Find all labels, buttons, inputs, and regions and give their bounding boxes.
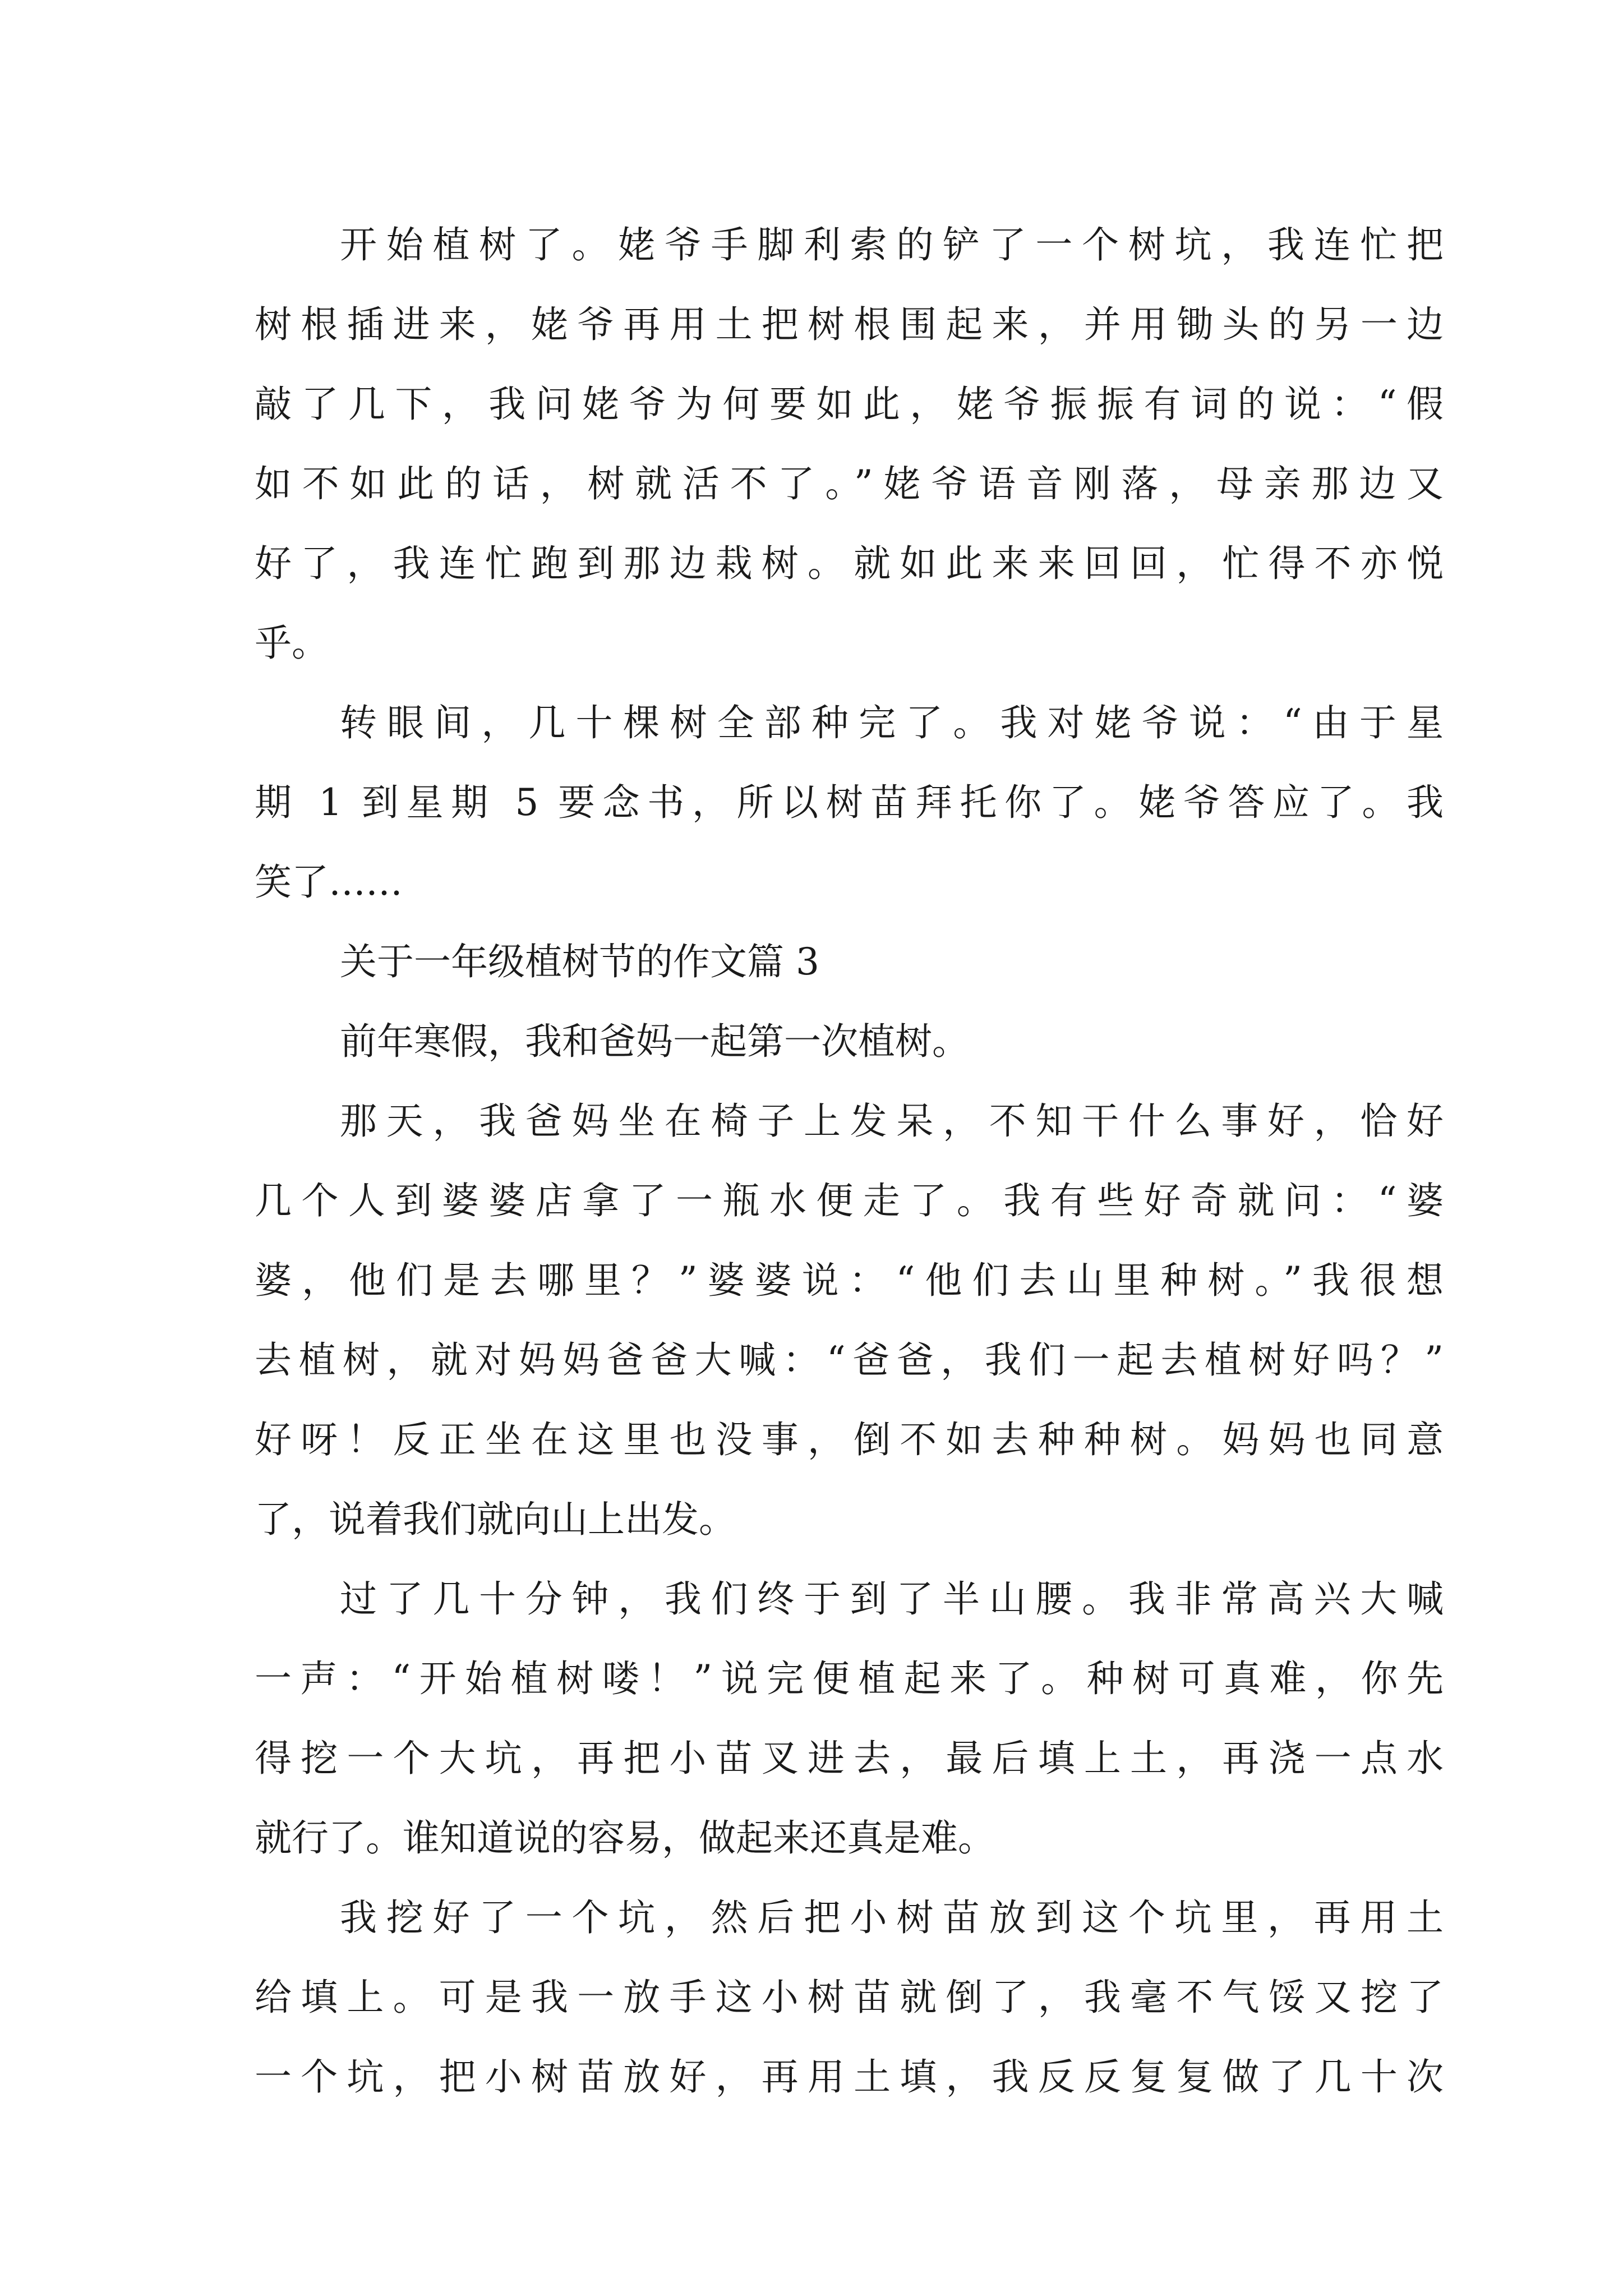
text-line: 了，说着我们就向山上出发。 [255,1498,736,1541]
text-line: 树根插进来，姥爷再用土把树根围起来，并用锄头的另一边 [255,303,1444,346]
text-line: 好了，我连忙跑到那边栽树。就如此来来回回，忙得不亦悦 [255,542,1444,585]
text-line: 去植树，就对妈妈爸爸大喊：“爸爸，我们一起去植树好吗？” [255,1338,1444,1382]
text-line: 笑了…… [255,861,403,904]
text-line: 就行了。谁知道说的容易，做起来还真是难。 [255,1816,995,1860]
text-line: 转眼间，几十棵树全部种完了。我对姥爷说：“由于星 [340,701,1444,744]
text-line: 敲了几下，我问姥爷为何要如此，姥爷振振有词的说：“假 [255,383,1444,426]
text-line: 得挖一个大坑，再把小苗叉进去，最后填上土，再浇一点水 [255,1737,1444,1780]
text-line: 一个坑，把小树苗放好，再用土填，我反反复复做了几十次 [255,2055,1444,2099]
text-line: 我挖好了一个坑，然后把小树苗放到这个坑里，再用土 [340,1896,1444,1939]
text-line: 那天，我爸妈坐在椅子上发呆，不知干什么事好，恰好 [340,1099,1444,1143]
text-line: 婆，他们是去哪里？”婆婆说：“他们去山里种树。”我很想 [255,1259,1444,1302]
text-line: 前年寒假，我和爸妈一起第一次植树。 [340,1020,969,1063]
text-line: 好呀！反正坐在这里也没事，倒不如去种种树。妈妈也同意 [255,1418,1444,1461]
text-line: 一声：“开始植树喽！”说完便植起来了。种树可真难，你先 [255,1657,1444,1700]
text-line: 过了几十分钟，我们终于到了半山腰。我非常高兴大喊 [340,1577,1444,1621]
text-line: 期 1 到星期 5 要念书，所以树苗拜托你了。姥爷答应了。我 [255,781,1444,824]
text-line: 开始植树了。姥爷手脚利索的铲了一个树坑，我连忙把 [340,223,1444,266]
section-heading: 关于一年级植树节的作文篇 3 [340,940,819,983]
text-line: 乎。 [255,622,329,665]
text-line: 几个人到婆婆店拿了一瓶水便走了。我有些好奇就问：“婆 [255,1179,1444,1222]
text-line: 如不如此的话，树就活不了。”姥爷语音刚落，母亲那边又 [255,462,1444,505]
text-line: 给填上。可是我一放手这小树苗就倒了，我毫不气馁又挖了 [255,1976,1444,2019]
